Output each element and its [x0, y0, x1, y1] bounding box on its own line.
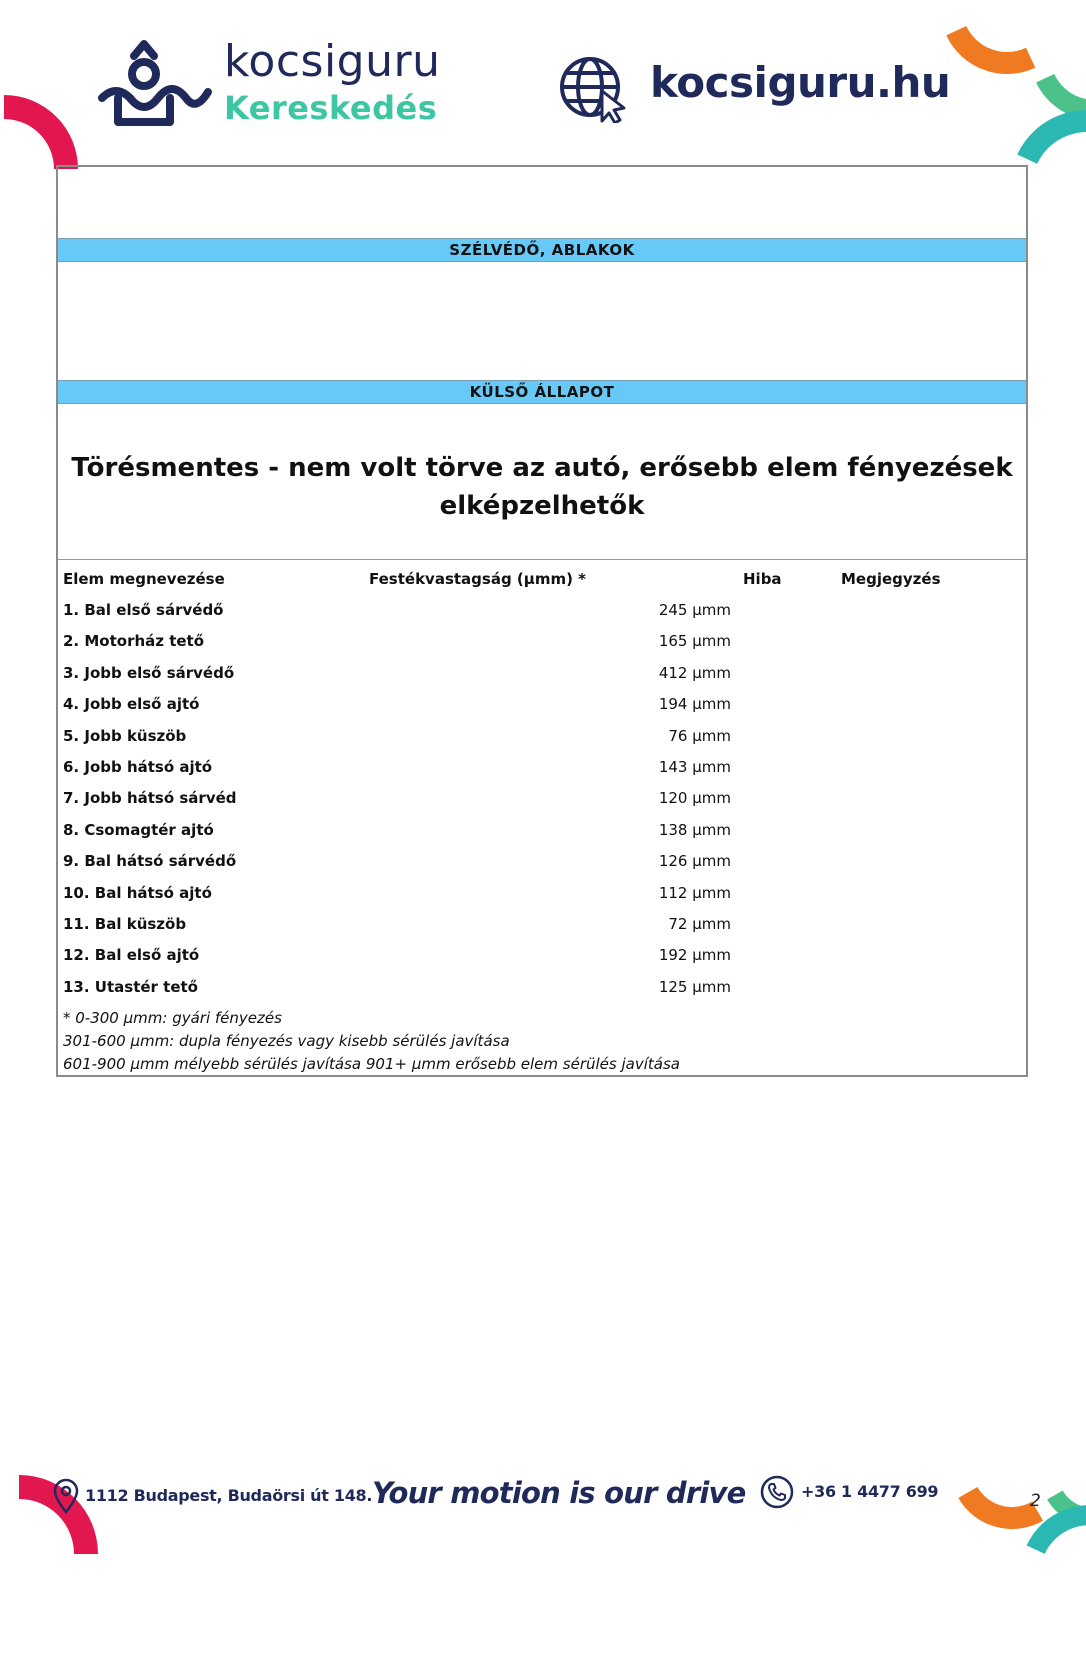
- location-pin-icon: [52, 1478, 80, 1514]
- table-row: [58, 943, 1026, 974]
- divider: [58, 559, 1026, 560]
- table-row: [58, 755, 1026, 786]
- element-name: 6. Jobb hátsó ajtó: [63, 757, 213, 776]
- legend-line: * 0-300 µmm: gyári fényezés: [63, 1009, 282, 1027]
- element-name: 11. Bal küszöb: [63, 914, 187, 933]
- phone-icon: [760, 1475, 794, 1509]
- footer-phone: +36 1 4477 699: [801, 1482, 939, 1501]
- inspection-sheet: [56, 165, 1028, 1077]
- table-row: [58, 818, 1026, 849]
- paint-thickness-value: 138 µmm: [658, 820, 731, 839]
- paint-thickness-value: 412 µmm: [658, 663, 731, 682]
- paint-thickness-value: 192 µmm: [658, 946, 731, 965]
- column-header-paint-thickness: Festékvastagság (µmm) *: [369, 570, 587, 588]
- element-name: 13. Utastér tető: [63, 977, 198, 996]
- footer-address: 1112 Budapest, Budaörsi út 148.: [85, 1486, 373, 1505]
- element-name: 9. Bal hátsó sárvédő: [63, 852, 237, 871]
- paint-thickness-value: 245 µmm: [658, 601, 731, 619]
- element-name: 2. Motorház tető: [63, 632, 205, 651]
- section-header-windows: SZÉLVÉDŐ, ABLAKOK: [58, 238, 1026, 262]
- decorative-arc: [0, 1442, 131, 1665]
- paint-thickness-value: 76 µmm: [668, 726, 731, 745]
- table-row: [58, 598, 1026, 629]
- table-row: [58, 881, 1026, 912]
- table-row: [58, 912, 1026, 943]
- table-row: [58, 629, 1026, 660]
- table-row: [58, 975, 1026, 1006]
- table-row: [58, 849, 1026, 880]
- paint-thickness-value: 194 µmm: [658, 695, 731, 714]
- table-row: [58, 661, 1026, 692]
- page-number: 2: [1030, 1491, 1041, 1511]
- legend-line: 301-600 µmm: dupla fényezés vagy kisebb sérülés javítása: [63, 1032, 510, 1050]
- section-header-exterior: KÜLSŐ ÁLLAPOT: [58, 380, 1026, 404]
- element-name: 3. Jobb első sárvédő: [63, 663, 235, 682]
- element-name: 4. Jobb első ajtó: [63, 695, 200, 714]
- paint-thickness-value: 120 µmm: [658, 789, 731, 808]
- paint-thickness-legend: [63, 1007, 680, 1076]
- legend-line: 601-900 µmm mélyebb sérülés javítása 901+ µmm erősebb elem sérülés javítása: [63, 1055, 680, 1073]
- element-name: 1. Bal első sárvédő: [63, 601, 224, 619]
- column-header-note: Megjegyzés: [841, 570, 941, 588]
- paint-thickness-value: 126 µmm: [658, 852, 731, 871]
- paint-thickness-table: [58, 598, 1026, 1006]
- element-name: 8. Csomagtér ajtó: [63, 820, 214, 839]
- footer-slogan: Your motion is our drive: [372, 1476, 746, 1510]
- element-name: 12. Bal első ajtó: [63, 946, 200, 965]
- condition-verdict: [58, 449, 1026, 525]
- brand-subtitle: Kereskedés: [224, 89, 438, 127]
- paint-thickness-value: 112 µmm: [658, 883, 731, 902]
- column-header-fault: Hiba: [743, 570, 782, 588]
- table-row: [58, 724, 1026, 755]
- verdict-line: elképzelhetők: [439, 491, 645, 521]
- globe-cursor-icon: [558, 55, 628, 123]
- table-row: [58, 786, 1026, 817]
- brand-name: kocsiguru: [224, 36, 441, 87]
- element-name: 7. Jobb hátsó sárvéd: [63, 789, 237, 808]
- site-url: kocsiguru.hu: [650, 58, 951, 107]
- table-row: [58, 692, 1026, 723]
- paint-thickness-value: 165 µmm: [658, 632, 731, 651]
- brand-logo-icon: [96, 40, 216, 130]
- element-name: 10. Bal hátsó ajtó: [63, 883, 212, 902]
- element-name: 5. Jobb küszöb: [63, 726, 187, 745]
- paint-thickness-value: 72 µmm: [668, 914, 731, 933]
- verdict-line: Törésmentes - nem volt törve az autó, erősebb elem fényezések: [71, 453, 1013, 483]
- paint-thickness-value: 125 µmm: [658, 977, 731, 996]
- column-header-element: Elem megnevezése: [63, 570, 225, 588]
- paint-thickness-value: 143 µmm: [658, 757, 731, 776]
